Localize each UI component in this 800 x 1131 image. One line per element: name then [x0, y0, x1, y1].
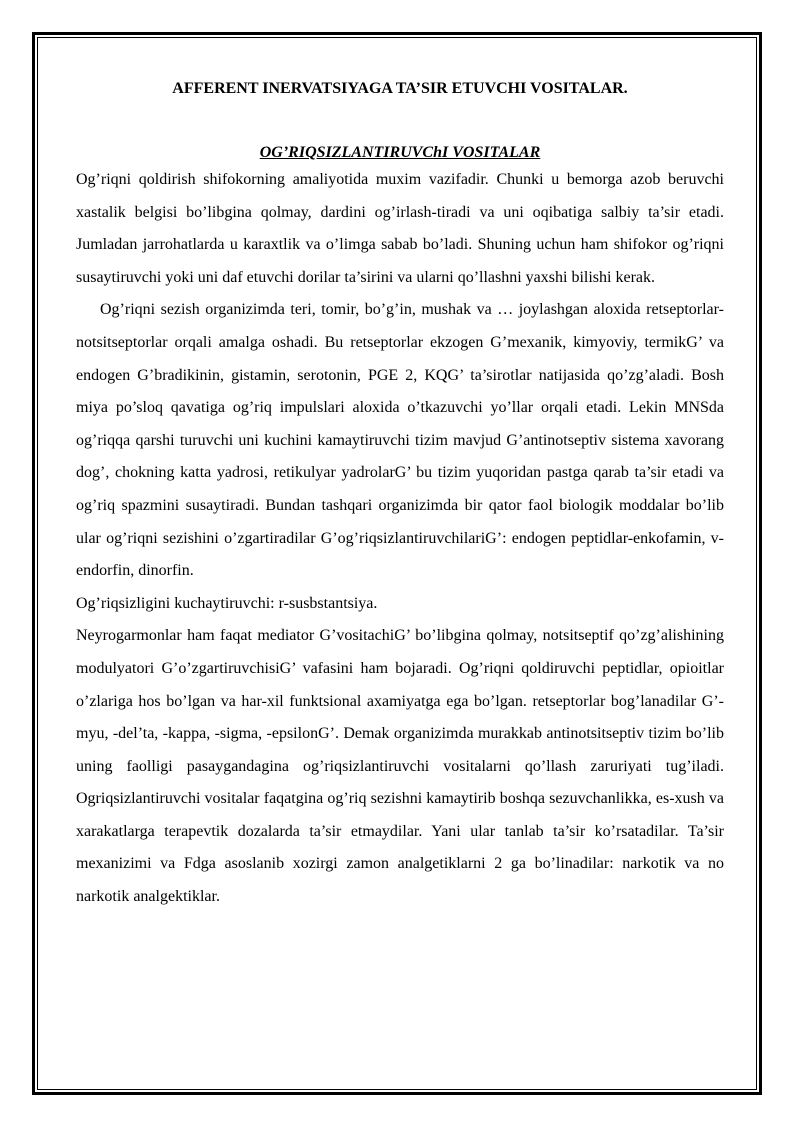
- document-title: AFFERENT INERVATSIYAGA TA’SIR ETUVCHI VOSITALAR.: [172, 80, 628, 97]
- document-body: [76, 72, 724, 914]
- section-title: OG’RIQSIZLANTIRUVChI VOSITALAR: [259, 144, 541, 161]
- paragraph-1: Og’riqni qoldirish shifokorning amaliyotida muxim vazifadir. Chunki u bemorga azob beruvchi xastalik belgisi bo’libgina qolmay, dardini og’irlash-tiradi va uni oqibatiga salbiy ta’sir etadi. Jumladan jarrohatlarda u karaxtlik va o’limga sabab bo’ladi. Shuning uchun ham shifokor og’riqni susaytiruvchi yoki uni daf etuvchi dorilar ta’sirini va ularni qo’llashni yaxshi bilishi kerak.: [76, 171, 724, 286]
- paragraph-4: Neyrogarmonlar ham faqat mediator G’vositachiG’ bo’libgina qolmay, notsitseptif qo’zg’alishining modulyatori G’o’zgartiruvchisiG’ vafasini ham bojaradi. Og’riqni qoldiruvchi peptidlar, opioitlar o’zlariga hos bo’lgan va har-xil funktsional axamiyatga ega bo’lgan. retseptorlar bog’lanadilar G’-myu, -del’ta, -kappa, -sigma, -epsilonG’. Demak organizimda murakkab antinotsitseptiv tizim bo’lib uning faolligi pasaygandagina og’riqsizlantiruvchi vositalarni qo’llash zaruriyati tug’iladi. Ogriqsizlantiruvchi vositalar faqatgina og’riq sezishni kamaytirib boshqa sezuvchanlikka, es-xush va xarakatlarga terapevtik dozalarda ta’sir etmaydilar. Yani ular tanlab ta’sir ko’rsatadilar. Ta’sir mexanizimi va Fdga asoslanib xozirgi zamon analgetiklarni 2 ga bo’linadilar: narkotik va no narkotik analgektiklar.: [76, 627, 724, 906]
- paragraph-3: Og’riqsizligini kuchaytiruvchi: r-susbstantsiya.: [76, 594, 378, 612]
- paragraph-2: Og’riqni sezish organizimda teri, tomir, bo’g’in, mushak va … joylashgan aloxida retseptorlar-notsitseptorlar orqali amalga oshadi. Bu retseptorlar ekzogen G’mexanik, kimyoviy, termikG’ va endogen G’bradikinin, gistamin, serotonin, PGE 2, KQG’ ta’sirotlar natijasida qo’zg’aladi. Bosh miya po’sloq qavatiga og’riq impulslari aloxida o’tkazuvchi yo’llar orqali etadi. Lekin MNSda og’riqqa qarshi turuvchi uni kuchini kamaytiruvchi tizim mavjud G’antinotseptiv sistema xavorang dog’, chokning katta yadrosi, retikulyar yadrolarG’ bu tizim yuqoridan pastga qarab ta’sir etadi va og’riq spazmini susaytiradi. Bundan tashqari organizimda bir qator faol biologik moddalar bo’lib ular og’riqni sezishini o’zgartiradilar G’og’riqsizlantiruvchilariG’: endogen peptidlar-enkofamin, v-endorfin, dinorfin.: [76, 301, 724, 580]
